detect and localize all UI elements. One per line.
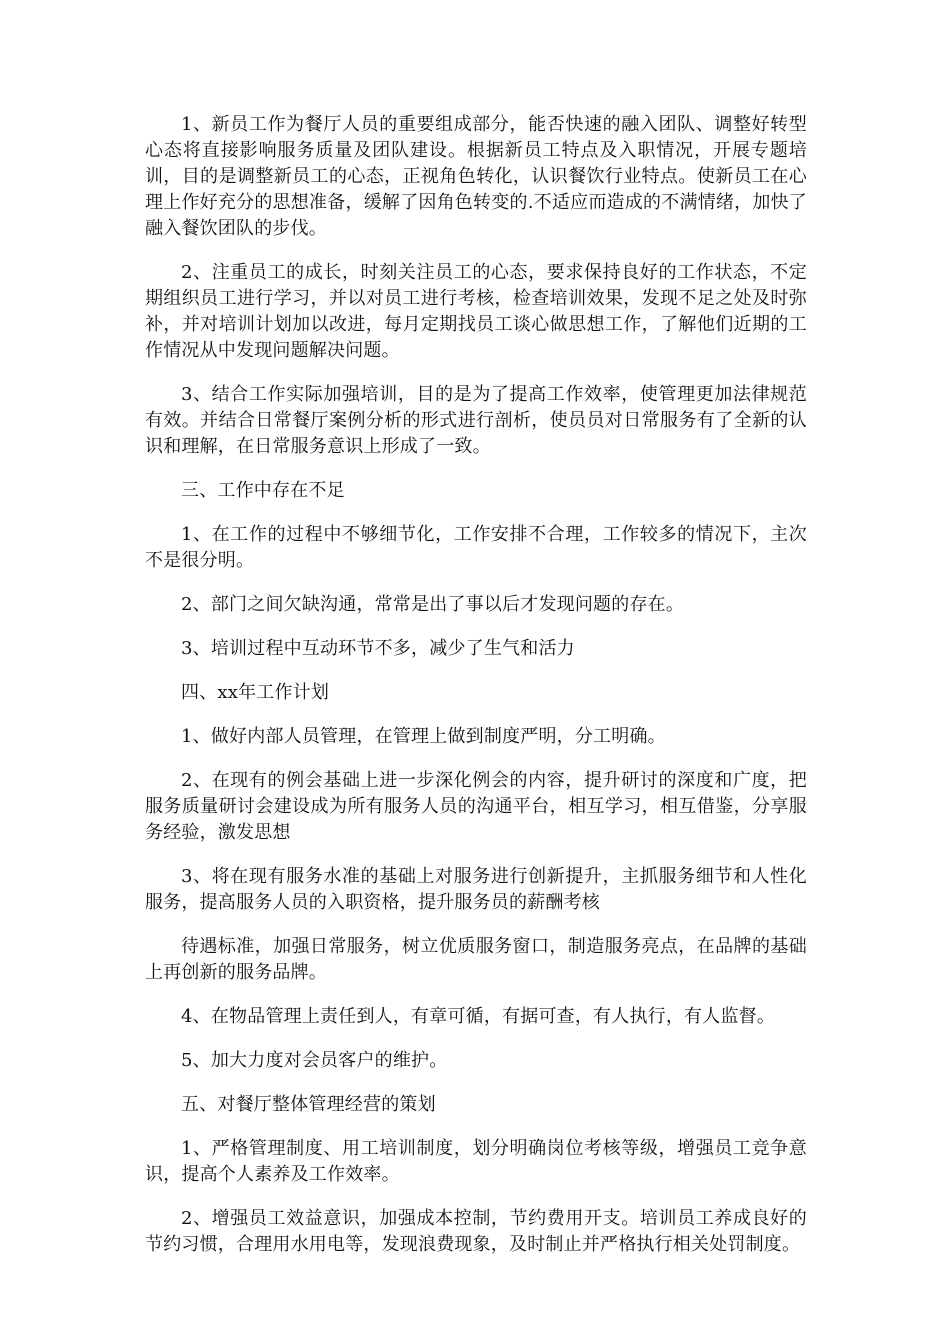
paragraph-shortcoming-3: 3、培训过程中互动环节不多，减少了生气和活力	[181, 638, 575, 659]
paragraph-plan-3: 3、将在现有服务水准的基础上对服务进行创新提升，主抓服务细节和人性化服务，提高服务人员的入职资格，提升服务员的薪酬考核	[145, 866, 807, 913]
paragraph-plan-3-continued: 待遇标准，加强日常服务，树立优质服务窗口，制造服务亮点，在品牌的基础上再创新的服务品牌。	[145, 936, 807, 983]
paragraph-shortcoming-2: 2、部门之间欠缺沟通，常常是出了事以后才发现问题的存在。	[181, 594, 685, 615]
paragraph-management-1: 1、严格管理制度、用工培训制度，划分明确岗位考核等级，增强员工竞争意识，提高个人素养及工作效率。	[145, 1138, 807, 1185]
paragraph-plan-1: 1、做好内部人员管理，在管理上做到制度严明，分工明确。	[181, 726, 666, 747]
paragraph-practical-training: 3、结合工作实际加强培训，目的是为了提高工作效率，使管理更加法律规范有效。并结合日常餐厅案例分析的形式进行剖析，使员员对日常服务有了全新的认识和理解，在日常服务意识上形成了一致。	[145, 384, 807, 457]
section-heading-work-plan: 四、xx年工作计划	[181, 682, 330, 703]
paragraph-shortcoming-1: 1、在工作的过程中不够细节化，工作安排不合理，工作较多的情况下，主次不是很分明。	[145, 524, 807, 571]
section-heading-management-planning: 五、对餐厅整体管理经营的策划	[181, 1094, 436, 1115]
paragraph-plan-2: 2、在现有的例会基础上进一步深化例会的内容，提升研讨的深度和广度，把服务质量研讨会建设成为所有服务人员的沟通平台，相互学习，相互借鉴，分享服务经验，激发思想	[145, 770, 807, 843]
paragraph-plan-4: 4、在物品管理上责任到人，有章可循，有据可查，有人执行，有人监督。	[181, 1006, 776, 1027]
paragraph-staff-growth: 2、注重员工的成长，时刻关注员工的心态，要求保持良好的工作状态，不定期组织员工进行学习，并以对员工进行考核，检查培训效果，发现不足之处及时弥补，并对培训计划加以改进，每月定期找员工谈心做思想工作，了解他们近期的工作情况从中发现问题解决问题。	[145, 262, 807, 361]
section-heading-shortcomings: 三、工作中存在不足	[181, 480, 345, 501]
document-body	[145, 112, 807, 1276]
paragraph-plan-5: 5、加大力度对会员客户的维护。	[181, 1050, 448, 1071]
paragraph-management-2: 2、增强员工效益意识，加强成本控制，节约费用开支。培训员工养成良好的节约习惯，合理用水用电等，发现浪费现象，及时制止并严格执行相关处罚制度。	[145, 1208, 807, 1255]
paragraph-training-new-staff: 1、新员工作为餐厅人员的重要组成部分，能否快速的融入团队、调整好转型心态将直接影响服务质量及团队建设。根据新员工特点及入职情况，开展专题培训，目的是调整新员工的心态，正视角色转化，认识餐饮行业特点。使新员工在心理上作好充分的思想准备，缓解了因角色转变的.不适应而造成的不满情绪，加快了融入餐饮团队的步伐。	[145, 114, 807, 239]
